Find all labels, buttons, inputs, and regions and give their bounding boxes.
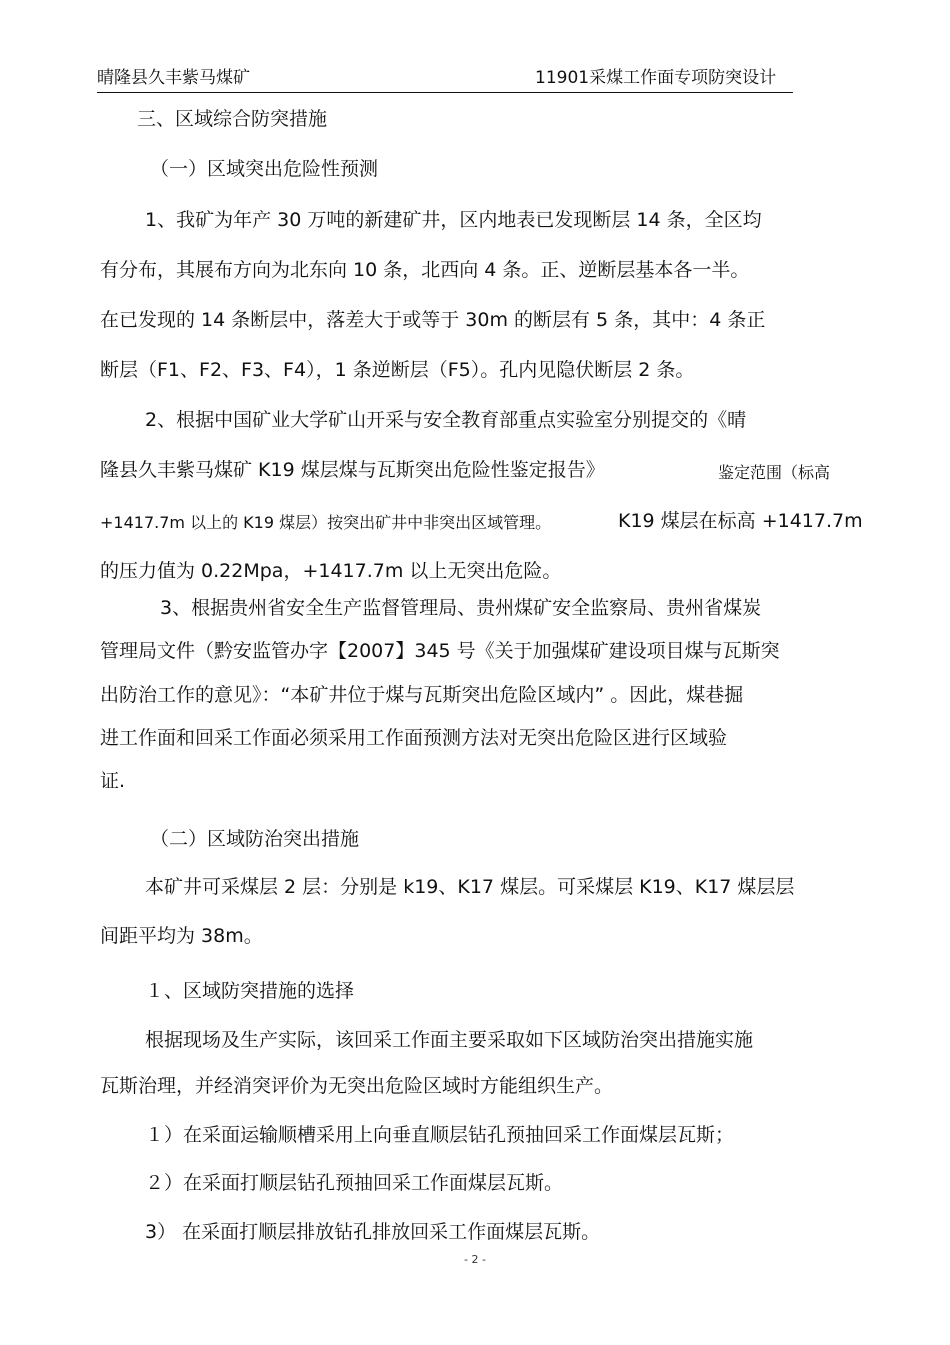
body-line-small: 鉴定范围（标高 bbox=[718, 463, 831, 482]
list-item: １）在采面运输顺槽采用上向垂直顺层钻孔预抽回采工作面煤层瓦斯； bbox=[145, 1124, 735, 1146]
body-line: 出防治工作的意见》：“本矿井位于煤与瓦斯突出危险区域内” 。因此，煤巷掘 bbox=[100, 684, 744, 706]
item-heading: １、区域防突措施的选择 bbox=[145, 980, 355, 1002]
list-item: 3） 在采面打顺层排放钻孔排放回采工作面煤层瓦斯。 bbox=[145, 1221, 601, 1243]
body-line: 根据现场及生产实际，该回采工作面主要采取如下区域防治突出措施实施 bbox=[145, 1029, 754, 1051]
body-line: K19 煤层在标高 +1417.7m bbox=[618, 510, 863, 532]
subsection-heading: （二）区域防治突出措施 bbox=[150, 828, 360, 850]
body-line: 间距平均为 38m。 bbox=[100, 925, 263, 947]
body-line: 在已发现的 14 条断层中，落差大于或等于 30m 的断层有 5 条，其中：4 条正 bbox=[100, 309, 766, 331]
body-line: 证. bbox=[100, 770, 126, 792]
page-number: - 2 - bbox=[464, 1253, 486, 1266]
section-heading: 三、区域综合防突措施 bbox=[137, 108, 328, 130]
body-line: 3、根据贵州省安全生产监督管理局、贵州煤矿安全监察局、贵州省煤炭 bbox=[160, 597, 762, 619]
header-rule bbox=[97, 92, 793, 93]
body-line: 有分布，其展布方向为北东向 10 条，北西向 4 条。正、逆断层基本各一半。 bbox=[100, 259, 750, 281]
subsection-heading: （一）区域突出危险性预测 bbox=[150, 158, 379, 180]
body-line: 管理局文件（黔安监管办字【2007】345 号《关于加强煤矿建设项目煤与瓦斯突 bbox=[100, 640, 780, 662]
body-line: 进工作面和回采工作面必须采用工作面预测方法对无突出危险区进行区域验 bbox=[100, 727, 728, 749]
body-line: 2、根据中国矿业大学矿山开采与安全教育部重点实验室分别提交的《晴 bbox=[145, 409, 747, 431]
header-right-doc-title: 11901采煤工作面专项防突设计 bbox=[535, 68, 777, 88]
body-line: 1、我矿为年产 30 万吨的新建矿井，区内地表已发现断层 14 条，全区均 bbox=[145, 209, 762, 231]
header-left-mine-name: 晴隆县久丰紫马煤矿 bbox=[97, 68, 250, 88]
body-line-small: +1417.7m 以上的 K19 煤层）按突出矿井中非突出区域管理。 bbox=[100, 513, 552, 532]
body-line: 断层（F1、F2、F3、F4），1 条逆断层（F5）。孔内见隐伏断层 2 条。 bbox=[100, 359, 695, 381]
body-line: 本矿井可采煤层 2 层：分别是 k19、K17 煤层。可采煤层 K19、K17 煤层层 bbox=[145, 876, 795, 898]
list-item: ２）在采面打顺层钻孔预抽回采工作面煤层瓦斯。 bbox=[145, 1172, 564, 1194]
body-line: 的压力值为 0.22Mpa，+1417.7m 以上无突出危险。 bbox=[100, 560, 562, 582]
body-line: 瓦斯治理，并经消突评价为无突出危险区域时方能组织生产。 bbox=[100, 1075, 614, 1097]
body-line: 隆县久丰紫马煤矿 K19 煤层煤与瓦斯突出危险性鉴定报告》 bbox=[100, 459, 605, 481]
